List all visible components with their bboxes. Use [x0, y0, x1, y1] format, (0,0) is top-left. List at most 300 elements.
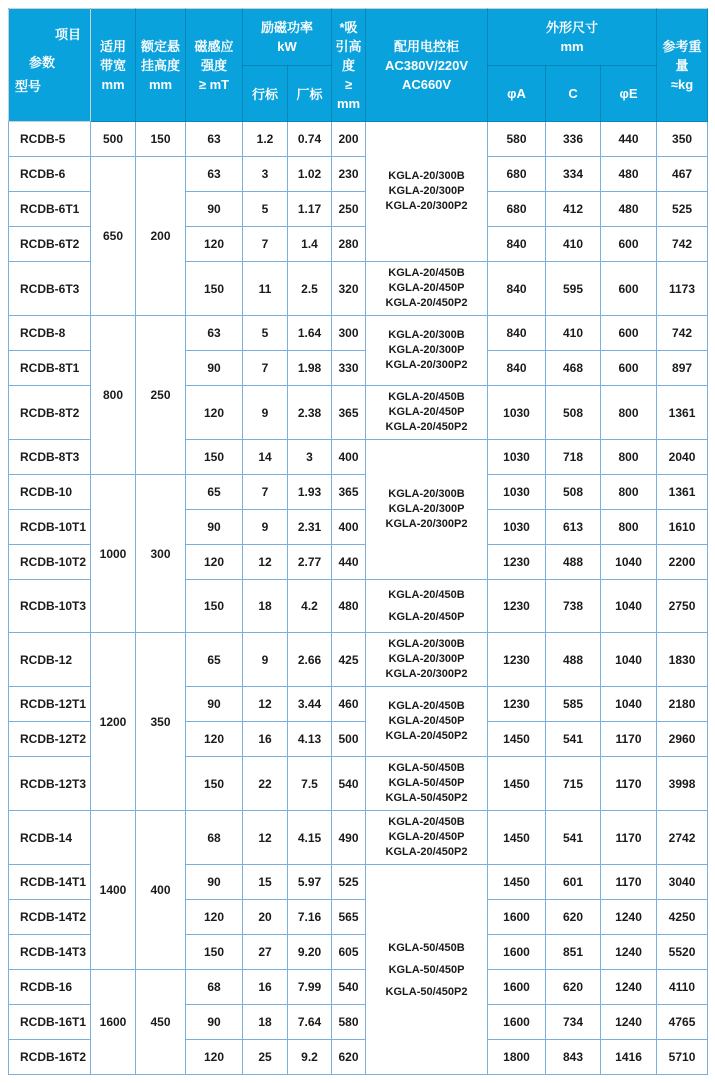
cell-dim-phi-a: 1030: [488, 510, 546, 545]
cabinet-model-line: KGLA-20/450P: [388, 406, 465, 418]
cell-model: RCDB-10T2: [9, 545, 91, 580]
cell-model: RCDB-8T1: [9, 351, 91, 386]
cell-weight: 5710: [657, 1040, 708, 1075]
cell-dim-phi-a: 1600: [488, 970, 546, 1005]
cabinet-model-line: KGLA-20/300P: [388, 503, 465, 515]
sub-header-phi-a: φA: [488, 66, 546, 122]
cell-attraction-height: 460: [332, 687, 366, 722]
cell-dim-phi-a: 1600: [488, 935, 546, 970]
cabinet-model-line: KGLA-20/300B: [388, 329, 465, 341]
cell-weight: 742: [657, 316, 708, 351]
cell-power-factory: 3: [288, 440, 332, 475]
cabinet-model-line: KGLA-20/300P: [388, 344, 465, 356]
cell-attraction-height: 400: [332, 510, 366, 545]
cell-dim-phi-e: 600: [601, 262, 657, 316]
cell-dim-phi-a: 1030: [488, 386, 546, 440]
cell-weight: 350: [657, 122, 708, 157]
cell-cabinet: [366, 633, 488, 687]
cell-dim-phi-a: 1800: [488, 1040, 546, 1075]
cell-attraction-height: 605: [332, 935, 366, 970]
cell-bandwidth: 1400: [91, 811, 136, 970]
cell-weight: 3040: [657, 865, 708, 900]
cell-attraction-height: 200: [332, 122, 366, 157]
cell-weight: 525: [657, 192, 708, 227]
cell-magnetic: 150: [186, 580, 243, 633]
cell-dim-phi-e: 1416: [601, 1040, 657, 1075]
cell-weight: 4250: [657, 900, 708, 935]
table-row: [9, 316, 708, 351]
cell-power-factory: 7.99: [288, 970, 332, 1005]
cell-hang-height: 250: [136, 316, 186, 475]
cell-power-industry: 5: [243, 316, 288, 351]
cell-dim-phi-e: 600: [601, 351, 657, 386]
cabinet-model-line: KGLA-20/450P: [388, 611, 465, 623]
table-row: [9, 970, 708, 1005]
cell-dim-phi-a: 1450: [488, 865, 546, 900]
cell-power-industry: 22: [243, 757, 288, 811]
cell-dim-c: 620: [546, 900, 601, 935]
cell-weight: 1173: [657, 262, 708, 316]
cell-dim-phi-e: 1170: [601, 722, 657, 757]
cell-weight: 1361: [657, 386, 708, 440]
sub-header-c: C: [546, 66, 601, 122]
cell-model: RCDB-14T3: [9, 935, 91, 970]
cell-dim-phi-e: 1240: [601, 970, 657, 1005]
cell-power-industry: 16: [243, 722, 288, 757]
corner-label-item: 项目: [55, 27, 82, 42]
cell-hang-height: 350: [136, 633, 186, 811]
cell-power-factory: 7.5: [288, 757, 332, 811]
cell-weight: 2200: [657, 545, 708, 580]
table-row: [9, 122, 708, 157]
cell-magnetic: 120: [186, 386, 243, 440]
cell-power-factory: 9.20: [288, 935, 332, 970]
cell-magnetic: 120: [186, 722, 243, 757]
cell-model: RCDB-12T2: [9, 722, 91, 757]
cabinet-model-line: KGLA-20/450P2: [385, 846, 468, 858]
cell-power-factory: 4.2: [288, 580, 332, 633]
cell-dim-c: 488: [546, 545, 601, 580]
cell-dim-phi-a: 580: [488, 122, 546, 157]
cabinet-model-line: KGLA-50/450P2: [385, 985, 468, 998]
cell-power-industry: 7: [243, 475, 288, 510]
col-header-hang-height: 额定悬 挂高度 mm: [136, 9, 186, 122]
cell-attraction-height: 580: [332, 1005, 366, 1040]
cell-dim-c: 508: [546, 475, 601, 510]
sub-header-industry-std: 行标: [243, 66, 288, 122]
cell-power-factory: 0.74: [288, 122, 332, 157]
cell-power-industry: 25: [243, 1040, 288, 1075]
cell-cabinet: [366, 757, 488, 811]
corner-label-param: 参数: [29, 55, 56, 70]
col-header-weight: 参考重 量 ≈kg: [657, 9, 708, 122]
spec-table: [8, 8, 708, 1075]
cell-magnetic: 63: [186, 316, 243, 351]
cabinet-model-line: KGLA-50/450P2: [385, 792, 468, 804]
cell-dim-c: 585: [546, 687, 601, 722]
cell-magnetic: 90: [186, 351, 243, 386]
cell-bandwidth: 500: [91, 122, 136, 157]
cell-power-factory: 4.15: [288, 811, 332, 865]
cell-model: RCDB-10T3: [9, 580, 91, 633]
cell-dim-phi-e: 800: [601, 510, 657, 545]
cabinet-model-line: KGLA-20/450P: [388, 715, 465, 727]
cabinet-model-line: KGLA-20/450P2: [385, 421, 468, 433]
cell-attraction-height: 280: [332, 227, 366, 262]
cell-cabinet: [366, 316, 488, 386]
cell-weight: 4110: [657, 970, 708, 1005]
cell-weight: 5520: [657, 935, 708, 970]
cell-dim-phi-a: 1600: [488, 1005, 546, 1040]
cell-power-factory: 3.44: [288, 687, 332, 722]
cell-attraction-height: 425: [332, 633, 366, 687]
cell-power-industry: 9: [243, 386, 288, 440]
cell-power-factory: 2.31: [288, 510, 332, 545]
cell-attraction-height: 540: [332, 970, 366, 1005]
col-header-cabinet: 配用电控柜 AC380V/220V AC660V: [366, 9, 488, 122]
cell-dim-phi-e: 480: [601, 192, 657, 227]
cell-model: RCDB-14: [9, 811, 91, 865]
cell-attraction-height: 250: [332, 192, 366, 227]
cell-dim-phi-e: 1170: [601, 865, 657, 900]
cabinet-model-line: KGLA-20/300P: [388, 185, 465, 197]
cell-attraction-height: 365: [332, 386, 366, 440]
cell-dim-phi-e: 800: [601, 440, 657, 475]
cell-dim-phi-a: 1450: [488, 722, 546, 757]
cell-dim-phi-e: 1040: [601, 545, 657, 580]
cell-cabinet: [366, 687, 488, 757]
cell-dim-c: 620: [546, 970, 601, 1005]
cell-model: RCDB-16T1: [9, 1005, 91, 1040]
cell-dim-phi-a: 1030: [488, 440, 546, 475]
cell-dim-phi-e: 440: [601, 122, 657, 157]
cell-dim-phi-e: 600: [601, 316, 657, 351]
cell-power-industry: 12: [243, 811, 288, 865]
cell-weight: 1830: [657, 633, 708, 687]
cell-attraction-height: 565: [332, 900, 366, 935]
cell-dim-phi-e: 1170: [601, 757, 657, 811]
cell-dim-phi-e: 480: [601, 157, 657, 192]
cell-magnetic: 150: [186, 935, 243, 970]
cell-magnetic: 65: [186, 633, 243, 687]
cell-attraction-height: 300: [332, 316, 366, 351]
cell-cabinet: [366, 811, 488, 865]
cell-dim-c: 734: [546, 1005, 601, 1040]
cell-power-industry: 27: [243, 935, 288, 970]
cell-dim-phi-e: 800: [601, 386, 657, 440]
cell-dim-phi-e: 600: [601, 227, 657, 262]
cell-model: RCDB-6T1: [9, 192, 91, 227]
cell-weight: 2742: [657, 811, 708, 865]
cell-weight: 2180: [657, 687, 708, 722]
cell-model: RCDB-6: [9, 157, 91, 192]
cell-dim-phi-a: 840: [488, 316, 546, 351]
cell-dim-phi-a: 1450: [488, 757, 546, 811]
cell-dim-c: 601: [546, 865, 601, 900]
cell-dim-phi-a: 840: [488, 351, 546, 386]
cell-hang-height: 300: [136, 475, 186, 633]
cell-power-industry: 1.2: [243, 122, 288, 157]
cell-cabinet: [366, 865, 488, 1075]
cell-dim-c: 843: [546, 1040, 601, 1075]
cell-power-industry: 14: [243, 440, 288, 475]
cell-attraction-height: 320: [332, 262, 366, 316]
cell-dim-phi-a: 680: [488, 157, 546, 192]
cell-magnetic: 63: [186, 122, 243, 157]
cabinet-model-line: KGLA-20/450P: [388, 831, 465, 843]
cell-dim-c: 718: [546, 440, 601, 475]
cell-hang-height: 400: [136, 811, 186, 970]
cell-hang-height: 200: [136, 157, 186, 316]
cabinet-model-line: KGLA-20/300B: [388, 638, 465, 650]
cell-attraction-height: 480: [332, 580, 366, 633]
cell-weight: 1361: [657, 475, 708, 510]
cell-model: RCDB-8T3: [9, 440, 91, 475]
cell-magnetic: 68: [186, 970, 243, 1005]
cell-model: RCDB-6T2: [9, 227, 91, 262]
cabinet-model-line: KGLA-20/300B: [388, 488, 465, 500]
cell-bandwidth: 800: [91, 316, 136, 475]
cell-power-industry: 16: [243, 970, 288, 1005]
group-header-dimensions: 外形尺寸 mm: [488, 9, 657, 66]
corner-header: [9, 9, 91, 122]
cell-model: RCDB-12: [9, 633, 91, 687]
cell-model: RCDB-8: [9, 316, 91, 351]
cell-weight: 2040: [657, 440, 708, 475]
cell-power-factory: 2.77: [288, 545, 332, 580]
cabinet-model-line: KGLA-20/300P2: [385, 668, 468, 680]
cell-dim-phi-a: 1600: [488, 900, 546, 935]
cell-weight: 4765: [657, 1005, 708, 1040]
cell-magnetic: 90: [186, 510, 243, 545]
cell-power-factory: 2.5: [288, 262, 332, 316]
cell-weight: 467: [657, 157, 708, 192]
cabinet-model-line: KGLA-50/450P: [388, 963, 465, 976]
cell-power-industry: 12: [243, 687, 288, 722]
cell-model: RCDB-16: [9, 970, 91, 1005]
table-row: [9, 633, 708, 687]
cabinet-model-line: KGLA-20/300P2: [385, 518, 468, 530]
cell-magnetic: 120: [186, 545, 243, 580]
cell-dim-c: 541: [546, 811, 601, 865]
cell-power-factory: 1.93: [288, 475, 332, 510]
cell-dim-c: 412: [546, 192, 601, 227]
cell-model: RCDB-6T3: [9, 262, 91, 316]
col-header-bandwidth: 适用 带宽 mm: [91, 9, 136, 122]
col-header-attraction: *吸 引高 度 ≥ mm: [332, 9, 366, 122]
cell-hang-height: 450: [136, 970, 186, 1075]
cell-model: RCDB-14T1: [9, 865, 91, 900]
cell-magnetic: 120: [186, 900, 243, 935]
cabinet-model-line: KGLA-50/450B: [388, 941, 465, 954]
cell-attraction-height: 330: [332, 351, 366, 386]
cell-weight: 3998: [657, 757, 708, 811]
cell-weight: 897: [657, 351, 708, 386]
cell-power-industry: 12: [243, 545, 288, 580]
cell-magnetic: 120: [186, 227, 243, 262]
cell-model: RCDB-12T3: [9, 757, 91, 811]
cell-weight: 1610: [657, 510, 708, 545]
cell-dim-c: 334: [546, 157, 601, 192]
cell-dim-phi-e: 1040: [601, 633, 657, 687]
cell-dim-phi-e: 800: [601, 475, 657, 510]
cell-magnetic: 65: [186, 475, 243, 510]
cell-model: RCDB-12T1: [9, 687, 91, 722]
cell-model: RCDB-8T2: [9, 386, 91, 440]
table-row: [9, 475, 708, 510]
col-header-magnetic: 磁感应 强度 ≥ mT: [186, 9, 243, 122]
cell-cabinet: [366, 122, 488, 262]
cell-bandwidth: 650: [91, 157, 136, 316]
cell-dim-phi-a: 680: [488, 192, 546, 227]
cell-power-industry: 9: [243, 510, 288, 545]
cell-power-factory: 7.64: [288, 1005, 332, 1040]
cell-dim-phi-a: 1450: [488, 811, 546, 865]
cell-power-factory: 1.64: [288, 316, 332, 351]
cabinet-model-line: KGLA-20/450B: [388, 589, 465, 601]
cell-dim-c: 336: [546, 122, 601, 157]
cell-magnetic: 90: [186, 687, 243, 722]
cell-weight: 2960: [657, 722, 708, 757]
cell-magnetic: 90: [186, 1005, 243, 1040]
cell-model: RCDB-10T1: [9, 510, 91, 545]
cell-cabinet: [366, 386, 488, 440]
table-row: [9, 157, 708, 192]
cell-power-factory: 1.98: [288, 351, 332, 386]
cell-cabinet: [366, 440, 488, 580]
cell-dim-phi-a: 1030: [488, 475, 546, 510]
table-header: [9, 9, 708, 122]
cell-hang-height: 150: [136, 122, 186, 157]
cell-attraction-height: 500: [332, 722, 366, 757]
cell-attraction-height: 400: [332, 440, 366, 475]
cell-dim-c: 410: [546, 227, 601, 262]
cell-cabinet: [366, 580, 488, 633]
cell-power-factory: 4.13: [288, 722, 332, 757]
cell-dim-phi-a: 840: [488, 227, 546, 262]
cell-bandwidth: 1200: [91, 633, 136, 811]
cabinet-model-line: KGLA-50/450B: [388, 762, 465, 774]
cell-dim-c: 851: [546, 935, 601, 970]
cell-power-industry: 20: [243, 900, 288, 935]
cell-dim-c: 410: [546, 316, 601, 351]
cell-magnetic: 68: [186, 811, 243, 865]
cell-dim-phi-a: 1230: [488, 687, 546, 722]
cell-dim-c: 468: [546, 351, 601, 386]
cell-power-factory: 2.38: [288, 386, 332, 440]
cell-dim-c: 541: [546, 722, 601, 757]
corner-label-model: 型号: [15, 79, 42, 94]
cell-dim-phi-a: 1230: [488, 580, 546, 633]
cell-attraction-height: 620: [332, 1040, 366, 1075]
cell-power-industry: 11: [243, 262, 288, 316]
cell-magnetic: 150: [186, 262, 243, 316]
cabinet-model-line: KGLA-20/450P2: [385, 297, 468, 309]
cell-model: RCDB-10: [9, 475, 91, 510]
cell-power-factory: 1.02: [288, 157, 332, 192]
sub-header-phi-e: φE: [601, 66, 657, 122]
cell-bandwidth: 1000: [91, 475, 136, 633]
cell-attraction-height: 490: [332, 811, 366, 865]
cell-attraction-height: 230: [332, 157, 366, 192]
cell-dim-phi-e: 1240: [601, 935, 657, 970]
cell-dim-phi-e: 1040: [601, 687, 657, 722]
cell-magnetic: 120: [186, 1040, 243, 1075]
cell-dim-phi-a: 840: [488, 262, 546, 316]
cell-magnetic: 90: [186, 865, 243, 900]
cell-dim-phi-e: 1170: [601, 811, 657, 865]
sub-header-factory-std: 厂标: [288, 66, 332, 122]
cabinet-model-line: KGLA-20/300P: [388, 653, 465, 665]
cell-weight: 742: [657, 227, 708, 262]
cabinet-model-line: KGLA-20/300P2: [385, 200, 468, 212]
cell-power-factory: 1.4: [288, 227, 332, 262]
cell-model: RCDB-5: [9, 122, 91, 157]
cell-power-factory: 7.16: [288, 900, 332, 935]
cell-dim-phi-e: 1240: [601, 900, 657, 935]
cell-power-factory: 9.2: [288, 1040, 332, 1075]
cell-power-factory: 5.97: [288, 865, 332, 900]
cell-dim-c: 613: [546, 510, 601, 545]
cell-power-industry: 3: [243, 157, 288, 192]
cell-dim-c: 738: [546, 580, 601, 633]
cell-model: RCDB-16T2: [9, 1040, 91, 1075]
cabinet-model-line: KGLA-20/450B: [388, 700, 465, 712]
cell-power-factory: 1.17: [288, 192, 332, 227]
cabinet-model-line: KGLA-20/300B: [388, 170, 465, 182]
cell-dim-c: 715: [546, 757, 601, 811]
cell-attraction-height: 365: [332, 475, 366, 510]
cell-power-industry: 5: [243, 192, 288, 227]
cabinet-model-line: KGLA-20/450P2: [385, 730, 468, 742]
cell-dim-phi-a: 1230: [488, 545, 546, 580]
cell-magnetic: 150: [186, 440, 243, 475]
cell-power-industry: 7: [243, 351, 288, 386]
group-header-power: 励磁功率 kW: [243, 9, 332, 66]
spec-table-body: [9, 122, 708, 1075]
cell-power-industry: 9: [243, 633, 288, 687]
cabinet-model-line: KGLA-20/450P: [388, 282, 465, 294]
cell-power-industry: 15: [243, 865, 288, 900]
cell-dim-phi-e: 1240: [601, 1005, 657, 1040]
cell-dim-c: 508: [546, 386, 601, 440]
cell-model: RCDB-14T2: [9, 900, 91, 935]
cabinet-model-line: KGLA-20/450B: [388, 391, 465, 403]
cell-dim-phi-a: 1230: [488, 633, 546, 687]
cell-weight: 2750: [657, 580, 708, 633]
cabinet-model-line: KGLA-20/450B: [388, 816, 465, 828]
cabinet-model-line: KGLA-50/450P: [388, 777, 465, 789]
cabinet-model-line: KGLA-20/300P2: [385, 359, 468, 371]
table-row: [9, 811, 708, 865]
cell-magnetic: 90: [186, 192, 243, 227]
cell-cabinet: [366, 262, 488, 316]
cell-power-industry: 7: [243, 227, 288, 262]
cell-attraction-height: 440: [332, 545, 366, 580]
cell-power-factory: 2.66: [288, 633, 332, 687]
cell-magnetic: 63: [186, 157, 243, 192]
cell-dim-c: 488: [546, 633, 601, 687]
cell-power-industry: 18: [243, 580, 288, 633]
cell-dim-phi-e: 1040: [601, 580, 657, 633]
cell-power-industry: 18: [243, 1005, 288, 1040]
cell-bandwidth: 1600: [91, 970, 136, 1075]
cell-dim-c: 595: [546, 262, 601, 316]
cell-attraction-height: 540: [332, 757, 366, 811]
cell-magnetic: 150: [186, 757, 243, 811]
cabinet-model-line: KGLA-20/450B: [388, 267, 465, 279]
cell-attraction-height: 525: [332, 865, 366, 900]
